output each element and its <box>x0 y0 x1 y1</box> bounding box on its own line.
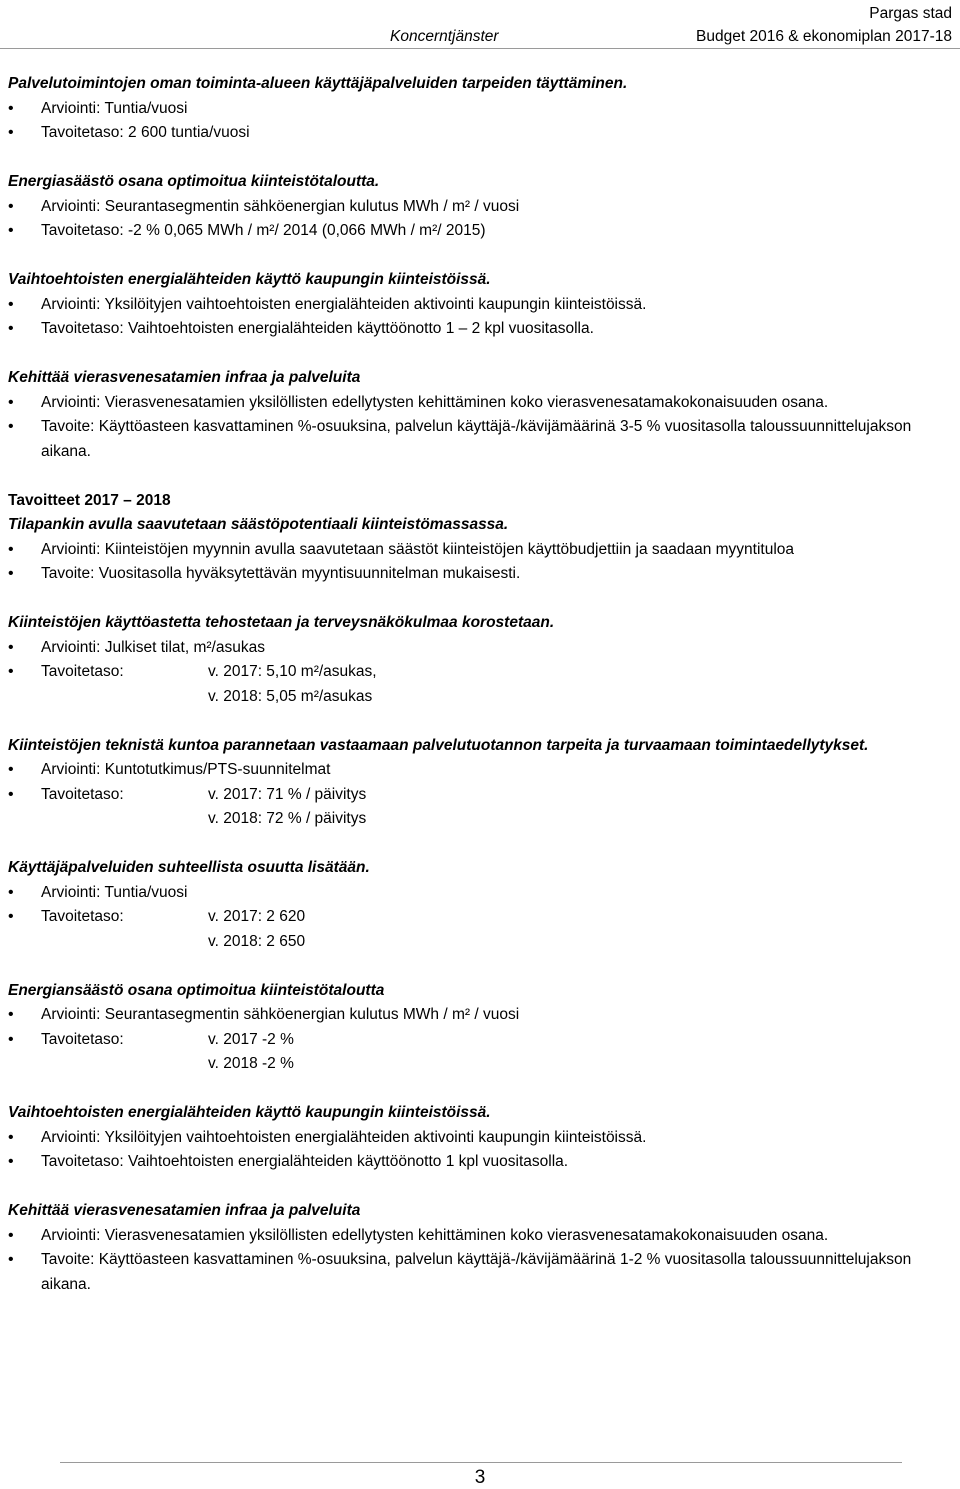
list-item: • Arviointi: Kiinteistöjen myynnin avulla saavutetaan säästöt kiinteistöjen käyttöbudjettiin ja saadaan myyntituloa <box>8 538 948 563</box>
header-budget: Budget 2016 & ekonomiplan 2017-18 <box>696 28 952 45</box>
bullet-list <box>8 97 948 146</box>
list-item: • Tavoite: Vuositasolla hyväksytettävän myyntisuunnitelman mukaisesti. <box>8 562 948 587</box>
bullet-list <box>8 195 948 244</box>
document-body <box>8 72 948 1322</box>
target-label: • Tavoitetaso: <box>41 785 124 803</box>
goal-section <box>8 268 948 342</box>
goal-section <box>8 489 948 587</box>
list-item: • Arviointi: Seurantasegmentin sähköenergian kulutus MWh / m² / vuosi <box>8 195 948 220</box>
bullet-list <box>8 1003 948 1077</box>
bullet-list <box>8 1224 948 1298</box>
target-label: • Tavoitetaso: <box>41 663 124 680</box>
list-item: • Tavoitetaso: Vaihtoehtoisten energialähteiden käyttöönotto 1 kpl vuositasolla. <box>8 1150 948 1175</box>
target-item <box>8 1028 948 1077</box>
header-divider <box>0 48 960 49</box>
bullet-list <box>8 538 948 587</box>
list-item: • Tavoitetaso: Vaihtoehtoisten energialähteiden käyttöönotto 1 – 2 kpl vuositasolla. <box>8 317 948 342</box>
list-item: • Arviointi: Seurantasegmentin sähköenergian kulutus MWh / m² / vuosi <box>8 1003 948 1028</box>
target-item <box>8 660 948 709</box>
goal-section <box>8 1199 948 1297</box>
target-value: v. 2017: 5,10 m²/asukas, <box>208 663 377 680</box>
list-item: • Arviointi: Kuntotutkimus/PTS-suunnitelmat <box>8 758 948 783</box>
footer-divider <box>60 1462 902 1463</box>
section-title: Käyttäjäpalveluiden suhteellista osuutta lisätään. <box>8 859 370 876</box>
section-title: Vaihtoehtoisten energialähteiden käyttö kaupungin kiinteistöissä. <box>8 271 491 288</box>
list-item: • Tavoite: Käyttöasteen kasvattaminen %-osuuksina, palvelun käyttäjä-/kävijämäärinä 1-2 % vuositasolla taloussuunnittelujakson aikana. <box>8 1248 948 1297</box>
bullet-list <box>8 293 948 342</box>
list-item: • Arviointi: Vierasvenesatamien yksilöllisten edellytysten kehittäminen koko vierasvenesatamakokonaisuuden osana. <box>8 391 948 416</box>
list-item: • Arviointi: Julkiset tilat, m²/asukas <box>8 636 948 661</box>
section-title: Energiansäästö osana optimoitua kiinteistötaloutta <box>8 981 385 999</box>
section-title: Vaihtoehtoisten energialähteiden käyttö kaupungin kiinteistöissä. <box>8 1104 491 1121</box>
section-title: Energiasäästö osana optimoitua kiinteistötaloutta. <box>8 173 380 190</box>
target-value: v. 2017: 71 % / päivitys <box>208 785 367 803</box>
target-label: • Tavoitetaso: <box>41 908 124 925</box>
target-label: • Tavoitetaso: <box>41 1030 124 1048</box>
goal-section <box>8 72 948 146</box>
goal-section <box>8 366 948 464</box>
bullet-list <box>8 758 948 832</box>
target-value: v. 2018: 5,05 m²/asukas <box>208 687 373 705</box>
list-item: • Tavoite: Käyttöasteen kasvattaminen %-osuuksina, palvelun käyttäjä-/kävijämäärinä 3-5 % vuositasolla taloussuunnittelujakson aikana. <box>8 415 948 464</box>
section-title: Kehittää vierasvenesatamien infraa ja palveluita <box>8 369 361 386</box>
bullet-list <box>8 1126 948 1175</box>
list-item: • Tavoitetaso: 2 600 tuntia/vuosi <box>8 121 948 146</box>
goal-section <box>8 1101 948 1175</box>
target-item <box>8 905 948 954</box>
header-org: Pargas stad <box>869 5 952 22</box>
targets-heading: Tavoitteet 2017 – 2018 <box>8 491 171 509</box>
goal-section <box>8 734 948 832</box>
list-item: • Arviointi: Tuntia/vuosi <box>8 97 948 122</box>
page-header-right <box>696 2 952 48</box>
goal-section <box>8 611 948 709</box>
target-value: v. 2017: 2 620 <box>208 908 306 925</box>
list-item: • Arviointi: Vierasvenesatamien yksilöllisten edellytysten kehittäminen koko vierasvenesatamakokonaisuuden osana. <box>8 1224 948 1249</box>
list-item: • Arviointi: Yksilöityjen vaihtoehtoisten energialähteiden aktivointi kaupungin kiinteistöissä. <box>8 293 948 318</box>
target-value: v. 2018: 2 650 <box>208 932 306 950</box>
target-value: v. 2018: 72 % / päivitys <box>208 810 367 827</box>
goal-section <box>8 856 948 954</box>
section-title: Palvelutoimintojen oman toiminta-alueen käyttäjäpalveluiden tarpeiden täyttäminen. <box>8 75 628 92</box>
bullet-list <box>8 636 948 710</box>
target-item <box>8 783 948 832</box>
bullet-list <box>8 391 948 465</box>
bullet-list <box>8 881 948 955</box>
section-title: Kehittää vierasvenesatamien infraa ja palveluita <box>8 1202 361 1219</box>
section-title: Tilapankin avulla saavutetaan säästöpotentiaali kiinteistömassassa. <box>8 516 509 533</box>
goal-section <box>8 170 948 244</box>
section-title: Kiinteistöjen käyttöastetta tehostetaan ja terveysnäkökulmaa korostetaan. <box>8 614 555 631</box>
list-item: • Arviointi: Tuntia/vuosi <box>8 881 948 906</box>
list-item: • Tavoitetaso: -2 % 0,065 MWh / m²/ 2014 (0,066 MWh / m²/ 2015) <box>8 219 948 244</box>
page-number: 3 <box>474 1467 486 1488</box>
goal-section <box>8 979 948 1077</box>
target-value: v. 2017 -2 % <box>208 1030 294 1048</box>
target-value: v. 2018 -2 % <box>208 1055 294 1072</box>
header-department: Koncerntjänster <box>390 28 499 45</box>
section-title: Kiinteistöjen teknistä kuntoa parannetaan vastaamaan palvelutuotannon tarpeita ja turvaamaan toimintaedellytykset. <box>8 736 869 754</box>
list-item: • Arviointi: Yksilöityjen vaihtoehtoisten energialähteiden aktivointi kaupungin kiinteistöissä. <box>8 1126 948 1151</box>
